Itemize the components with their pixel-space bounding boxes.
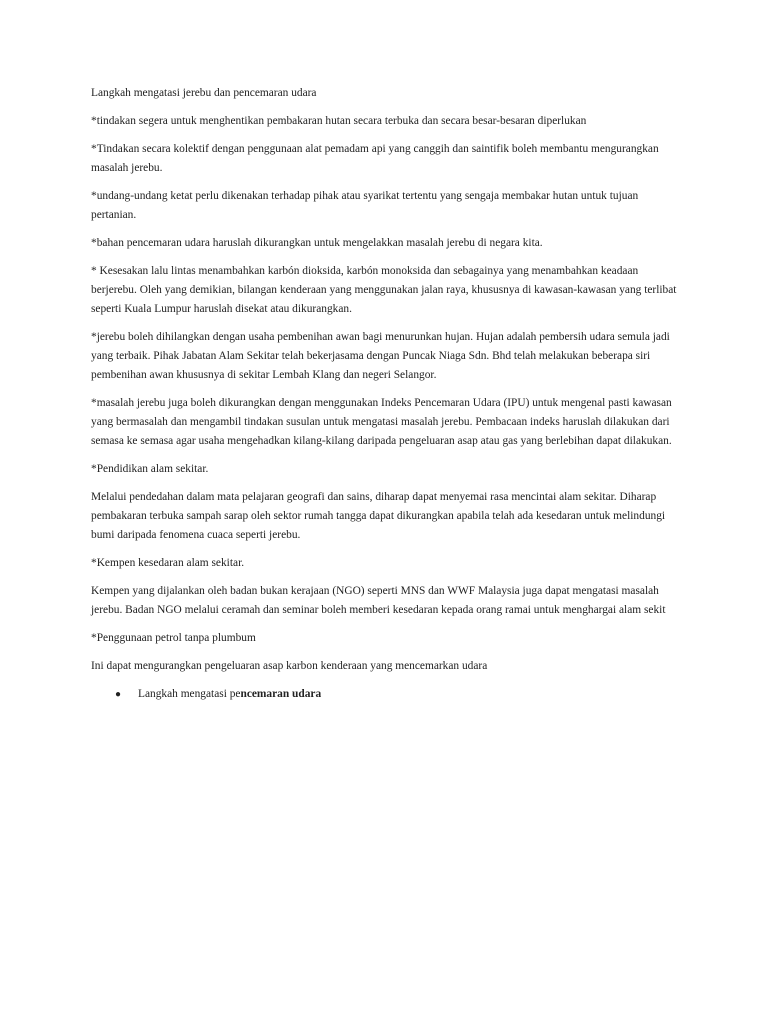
paragraph: Kempen yang dijalankan oleh badan bukan kerajaan (NGO) seperti MNS dan WWF Malaysia juga dapat mengatasi masalah jerebu. Badan NGO melalui ceramah dan seminar boleh memberi kesedaran kepada orang ramai untuk menghargai alam sekit — [91, 585, 666, 616]
bullet-list — [91, 685, 681, 704]
document-page — [91, 84, 681, 704]
paragraph: *bahan pencemaran udara haruslah dikurangkan untuk mengelakkan masalah jerebu di negara kita. — [91, 237, 543, 249]
section-heading: *Pendidikan alam sekitar. — [91, 463, 209, 475]
bullet-text-bold: ncemaran udara — [240, 688, 322, 700]
paragraph: * Kesesakan lalu lintas menambahkan karbón dioksida, karbón monoksida dan sebagainya yang menambahkan keadaan berjerebu. Oleh yang demikian, bilangan kenderaan yang menggunakan jalan raya, khususnya di kawasan-kawasan yang terlibat seperti Kuala Lumpur haruslah disekat atau dikurangkan. — [91, 265, 677, 315]
section-heading: *Penggunaan petrol tanpa plumbum — [91, 632, 256, 644]
bullet-text-plain: Langkah mengatasi pe — [138, 688, 241, 700]
document-title: Langkah mengatasi jerebu dan pencemaran udara — [91, 87, 317, 99]
bullet-icon: ● — [115, 689, 122, 700]
paragraph: *masalah jerebu juga boleh dikurangkan dengan menggunakan Indeks Pencemaran Udara (IPU) untuk mengenal pasti kawasan yang bermasalah dan mengambil tindakan susulan untuk mengatasi masalah jerebu. Pembacaan indeks haruslah dilakukan dari semasa ke semasa agar usaha mengehadkan kilang-kilang daripada pengeluaran asap atau gas yang berlebihan dapat dilakukan. — [91, 397, 672, 447]
paragraph: *jerebu boleh dihilangkan dengan usaha pembenihan awan bagi menurunkan hujan. Hujan adalah pembersih udara semula jadi yang terbaik. Pihak Jabatan Alam Sekitar telah bekerjasama dengan Puncak Niaga Sdn. Bhd telah melakukan beberapa siri pembenihan awan khususnya di sekitar Lembah Klang dan negeri Selangor. — [91, 331, 670, 381]
paragraph: Melalui pendedahan dalam mata pelajaran geografi dan sains, diharap dapat menyemai rasa mencintai alam sekitar. Diharap pembakaran terbuka sampah sarap oleh sektor rumah tangga dapat dikurangkan apabila telah ada kesedaran untuk melindungi bumi daripada fenomena cuaca seperti jerebu. — [91, 491, 666, 541]
paragraph: *tindakan segera untuk menghentikan pembakaran hutan secara terbuka dan secara besar-besaran diperlukan — [91, 115, 587, 127]
paragraph: *undang-undang ketat perlu dikenakan terhadap pihak atau syarikat tertentu yang sengaja membakar hutan untuk tujuan pertanian. — [91, 190, 639, 221]
paragraph: *Tindakan secara kolektif dengan penggunaan alat pemadam api yang canggih dan saintifik boleh membantu mengurangkan masalah jerebu. — [91, 143, 659, 174]
section-heading: *Kempen kesedaran alam sekitar. — [91, 557, 245, 569]
paragraph: Ini dapat mengurangkan pengeluaran asap karbon kenderaan yang mencemarkan udara — [91, 660, 488, 672]
list-item — [91, 685, 681, 704]
